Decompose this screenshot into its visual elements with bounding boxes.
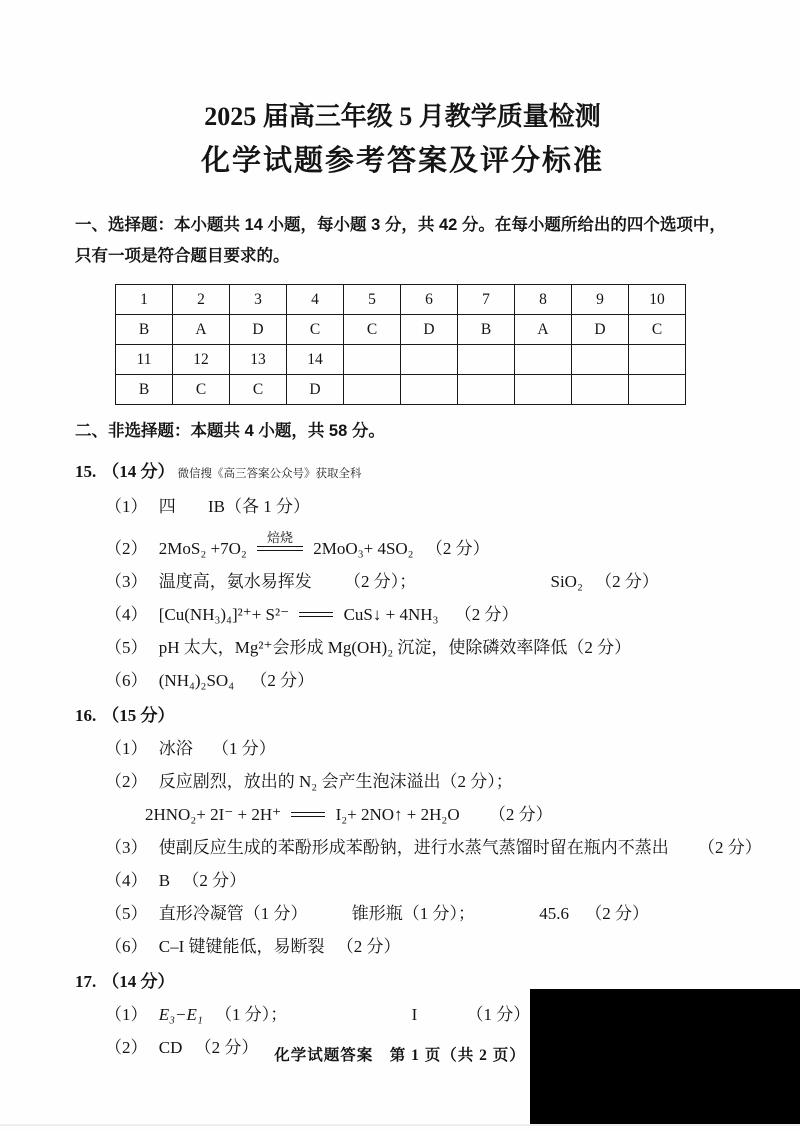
- score-text: （2 分）: [425, 539, 490, 558]
- answer-cell: C: [287, 315, 344, 345]
- score-text: （2 分）: [336, 937, 401, 956]
- item-label: （1）: [105, 1005, 148, 1024]
- equation-left: 2HNO₂+ 2I⁻ + 2H⁺: [145, 805, 282, 824]
- answer-cell: [401, 375, 458, 405]
- score-text: （2 分）；: [344, 572, 417, 591]
- answer-cell: B: [458, 315, 515, 345]
- answer-text: 冰浴: [158, 739, 193, 758]
- answer-cell: [629, 345, 686, 375]
- reaction-condition: 焙烧: [267, 530, 294, 545]
- answer-line-15-3: [105, 572, 730, 592]
- answer-text: 四: [158, 497, 176, 516]
- answer-cell: B: [116, 315, 173, 345]
- answer-cell: 6: [401, 285, 458, 315]
- answer-cell: [572, 375, 629, 405]
- item-label: （3）: [105, 838, 148, 857]
- answer-cell: 3: [230, 285, 287, 315]
- answer-cell: 10: [629, 285, 686, 315]
- exam-title: 2025 届高三年级 5 月教学质量检测: [204, 102, 601, 131]
- item-label: （6）: [105, 937, 148, 956]
- answer-cell: D: [287, 375, 344, 405]
- answer-cell: [572, 345, 629, 375]
- answer-line-15-6: [105, 671, 730, 691]
- answer-cell: D: [230, 315, 287, 345]
- score-text: （2 分）: [454, 605, 519, 624]
- item-label: （5）: [105, 638, 148, 657]
- score-text: （2 分）: [250, 671, 315, 690]
- answer-line-15-4: [105, 605, 730, 625]
- answer-text: IB（各 1 分）: [208, 497, 310, 516]
- page-footer: 化学试题答案 第 1 页（共 2 页）: [274, 1047, 526, 1064]
- score-text: （2 分）: [698, 838, 762, 857]
- answer-cell: [629, 375, 686, 405]
- item-label: （4）: [105, 605, 148, 624]
- score-text: （2 分）: [182, 871, 247, 890]
- answer-cell: [401, 345, 458, 375]
- answer-cell: 4: [287, 285, 344, 315]
- answer-cell: [515, 375, 572, 405]
- answer-cell: [344, 375, 401, 405]
- score-text: （2 分）: [194, 1038, 259, 1057]
- answer-line-15-5: [105, 638, 730, 658]
- answer-text: 反应剧烈，放出的 N₂ 会产生泡沫溢出（2 分）；: [158, 772, 513, 791]
- equation-right: 2MoO₃+ 4SO₂: [313, 539, 414, 558]
- answer-text: (NH₄)₂SO₄: [158, 671, 235, 690]
- question-15-number: 15.: [75, 462, 97, 481]
- answer-cell: [458, 345, 515, 375]
- answer-text: SiO₂: [550, 572, 583, 591]
- equation-left: [Cu(NH₃)₄]²⁺+ S²⁻: [158, 605, 290, 624]
- item-label: （2）: [105, 539, 148, 558]
- equation-right: CuS↓ + 4NH₃: [343, 605, 439, 624]
- score-text: （1 分）；: [215, 1005, 288, 1024]
- score-text: （1 分）: [212, 739, 276, 758]
- answer-cell: 8: [515, 285, 572, 315]
- question-17-score: （14 分）: [102, 972, 175, 991]
- item-label: （1）: [105, 497, 148, 516]
- answer-sheet-title: 化学试题参考答案及评分标准: [200, 145, 604, 177]
- answer-cell: D: [401, 315, 458, 345]
- answer-text: 45.6: [539, 904, 569, 923]
- answer-cell: 7: [458, 285, 515, 315]
- score-text: （2 分）: [488, 805, 553, 824]
- answer-cell: B: [116, 375, 173, 405]
- item-label: （6）: [105, 671, 148, 690]
- answer-text: CD: [158, 1038, 183, 1057]
- answer-cell: D: [572, 315, 629, 345]
- answer-cell: 5: [344, 285, 401, 315]
- answer-cell: C: [629, 315, 686, 345]
- answer-cell: C: [173, 375, 230, 405]
- question-16-score: （15 分）: [102, 706, 175, 725]
- answer-line-16-2-equation: [145, 805, 730, 825]
- question-15-header: [75, 462, 730, 484]
- answer-cell: 11: [116, 345, 173, 375]
- score-text: （2 分）: [595, 572, 659, 591]
- answer-cell: A: [515, 315, 572, 345]
- answer-table-body: [116, 285, 686, 405]
- item-label: （2）: [105, 1038, 148, 1057]
- table-row: [116, 315, 686, 345]
- answer-text: 使副反应生成的苯酚形成苯酚钠，进行水蒸气蒸馏时留在瓶内不蒸出: [158, 838, 669, 857]
- watermark-text: 微信搜《高三答案公众号》获取全科: [177, 468, 362, 480]
- answer-text: 温度高，氨水易挥发: [158, 572, 312, 591]
- answer-text: pH 太大，Mg²⁺会形成 Mg(OH)₂ 沉淀，使除磷效率降低（2 分）: [158, 638, 632, 657]
- page-bottom-divider: [0, 1124, 800, 1126]
- answer-cell: 14: [287, 345, 344, 375]
- answer-cell: A: [173, 315, 230, 345]
- question-16-number: 16.: [75, 706, 97, 725]
- answer-text: 直形冷凝管（1 分）: [158, 904, 308, 923]
- item-label: （3）: [105, 572, 148, 591]
- multiple-choice-answer-table: [115, 284, 686, 405]
- answer-line-16-3: [105, 838, 762, 858]
- table-row: [116, 375, 686, 405]
- equals-sign: [291, 812, 325, 817]
- question-15-score: （14 分）: [102, 462, 175, 481]
- answer-cell: [344, 345, 401, 375]
- item-label: （4）: [105, 871, 148, 890]
- section2-heading: 二、非选择题：本题共 4 小题，共 58 分。: [75, 422, 385, 440]
- equals-sign: [299, 612, 333, 617]
- answer-cell: 1: [116, 285, 173, 315]
- table-row: [116, 285, 686, 315]
- answer-line-16-5: [105, 904, 730, 924]
- answer-text: C–I 键键能低，易断裂: [158, 937, 325, 956]
- reaction-condition-equals-sign: [257, 530, 303, 551]
- answer-cell: 12: [173, 345, 230, 375]
- answer-line-16-6: [105, 937, 730, 957]
- item-label: （2）: [105, 772, 148, 791]
- answer-line-16-4: [105, 871, 730, 891]
- answer-cell: 13: [230, 345, 287, 375]
- score-text: （1 分）: [466, 1005, 531, 1024]
- answer-text: E₃−E₁: [158, 1005, 203, 1024]
- answer-cell: C: [344, 315, 401, 345]
- question-17-number: 17.: [75, 972, 97, 991]
- answer-cell: [515, 345, 572, 375]
- section1-heading: 一、选择题：本小题共 14 小题，每小题 3 分，共 42 分。在每小题所给出的四个选项中，只有一项是符合题目要求的。: [75, 216, 726, 265]
- answer-line-15-2: [105, 530, 730, 559]
- answer-line-15-1: [105, 497, 730, 517]
- score-text: （2 分）: [585, 904, 649, 923]
- table-row: [116, 345, 686, 375]
- redaction-box: [530, 989, 800, 1126]
- answer-line-16-2: [105, 772, 730, 792]
- answer-cell: C: [230, 375, 287, 405]
- item-label: （1）: [105, 739, 148, 758]
- question-16-header: [75, 706, 730, 726]
- answer-text: I: [411, 1005, 418, 1024]
- answer-line-16-1: [105, 739, 730, 759]
- answer-cell: [458, 375, 515, 405]
- item-label: （5）: [105, 904, 148, 923]
- answer-text: B: [158, 871, 171, 890]
- equation-left: 2MoS₂ +7O₂: [158, 539, 247, 558]
- answer-text: 锥形瓶（1 分）；: [351, 904, 475, 923]
- answer-cell: 2: [173, 285, 230, 315]
- answer-cell: 9: [572, 285, 629, 315]
- equation-right: I₂+ 2NO↑ + 2H₂O: [335, 805, 460, 824]
